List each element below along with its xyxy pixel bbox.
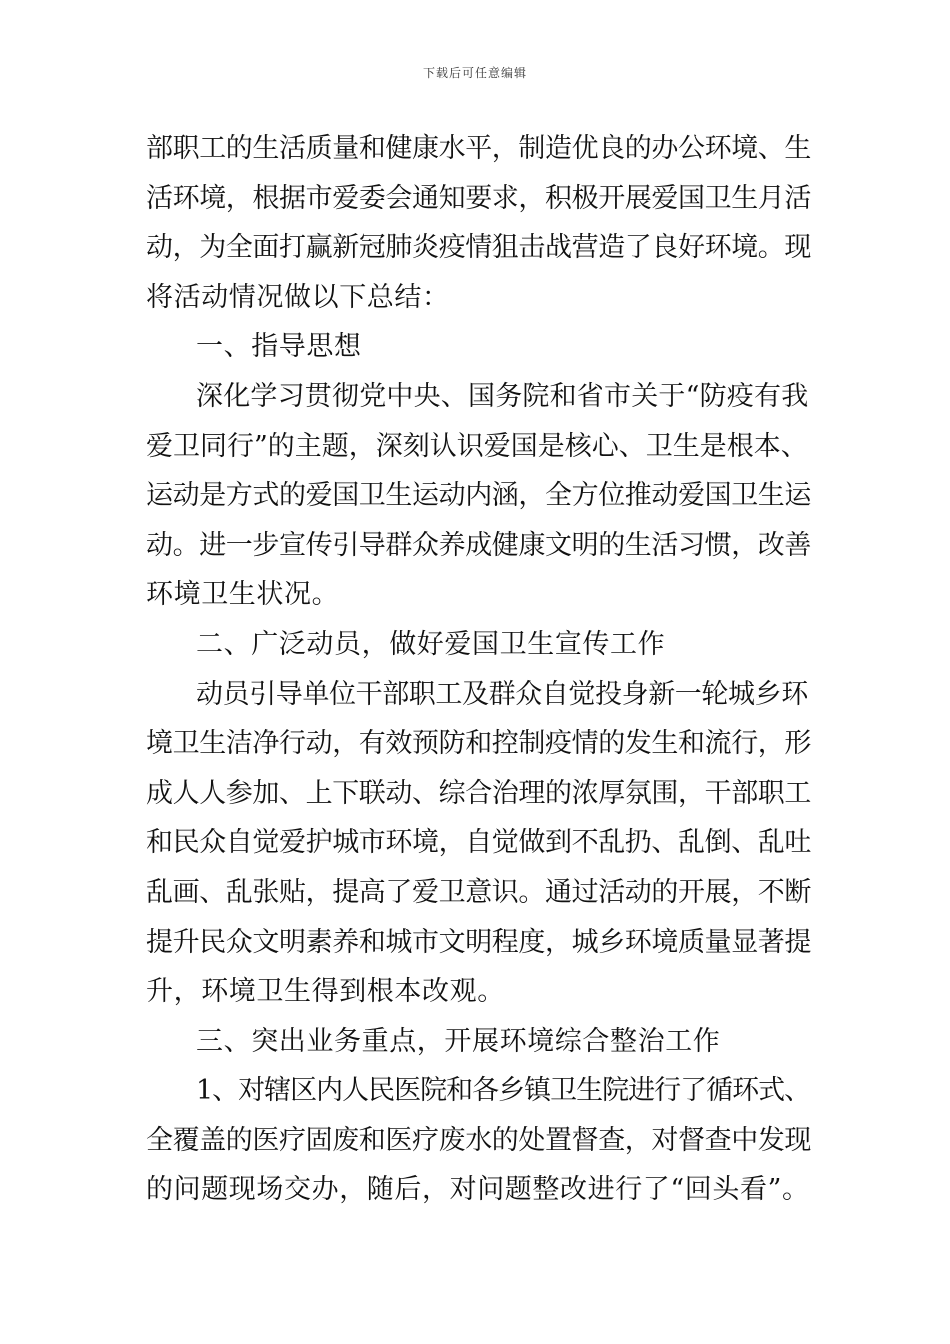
text-line: 将活动情况做以下总结：: [146, 281, 450, 313]
section-heading-2: 二、广泛动员，做好爱国卫生宣传工作: [196, 628, 666, 660]
text-line: 动员引导单位干部职工及群众自觉投身新一轮城乡环: [196, 678, 808, 710]
text-line: 的问题现场交办，随后，对问题整改进行了“回头看”。: [146, 1174, 810, 1206]
text-line: 动，为全面打赢新冠肺炎疫情狙击战营造了良好环境。现: [146, 232, 811, 264]
text-line: 爱卫同行”的主题，深刻认识爱国是核心、卫生是根本、: [146, 430, 808, 462]
text-line: 1、对辖区内人民医院和各乡镇卫生院进行了循环式、: [196, 1075, 811, 1107]
text-line: 活环境，根据市爱委会通知要求，积极开展爱国卫生月活: [146, 182, 811, 214]
text-line: 提升民众文明素养和城市文明程度，城乡环境质量显著提: [146, 926, 811, 958]
text-line: 乱画、乱张贴，提高了爱卫意识。通过活动的开展，不断: [146, 876, 811, 908]
text-line: 升，环境卫生得到根本改观。: [146, 976, 505, 1008]
text-line: 成人人参加、上下联动、综合治理的浓厚氛围，干部职工: [146, 777, 811, 809]
header-note: 下载后可任意编辑: [422, 66, 527, 80]
text-line: 境卫生洁净行动，有效预防和控制疫情的发生和流行，形: [146, 728, 811, 760]
text-line: 部职工的生活质量和健康水平，制造优良的办公环境、生: [146, 133, 811, 164]
text-line: 运动是方式的爱国卫生运动内涵，全方位推动爱国卫生运: [146, 480, 811, 512]
text-line: 和民众自觉爱护城市环境，自觉做到不乱扔、乱倒、乱吐: [146, 827, 811, 859]
text-line: 深化学习贯彻党中央、国务院和省市关于“防疫有我: [196, 380, 809, 412]
text-line: 环境卫生状况。: [146, 579, 340, 611]
document-body: [146, 124, 810, 1215]
text-line: 全覆盖的医疗固废和医疗废水的处置督查，对督查中发现: [146, 1124, 811, 1156]
section-heading-1: 一、指导思想: [196, 331, 362, 363]
text-line: 动。进一步宣传引导群众养成健康文明的生活习惯，改善: [146, 529, 811, 561]
section-heading-3: 三、突出业务重点，开展环境综合整治工作: [196, 1025, 721, 1057]
